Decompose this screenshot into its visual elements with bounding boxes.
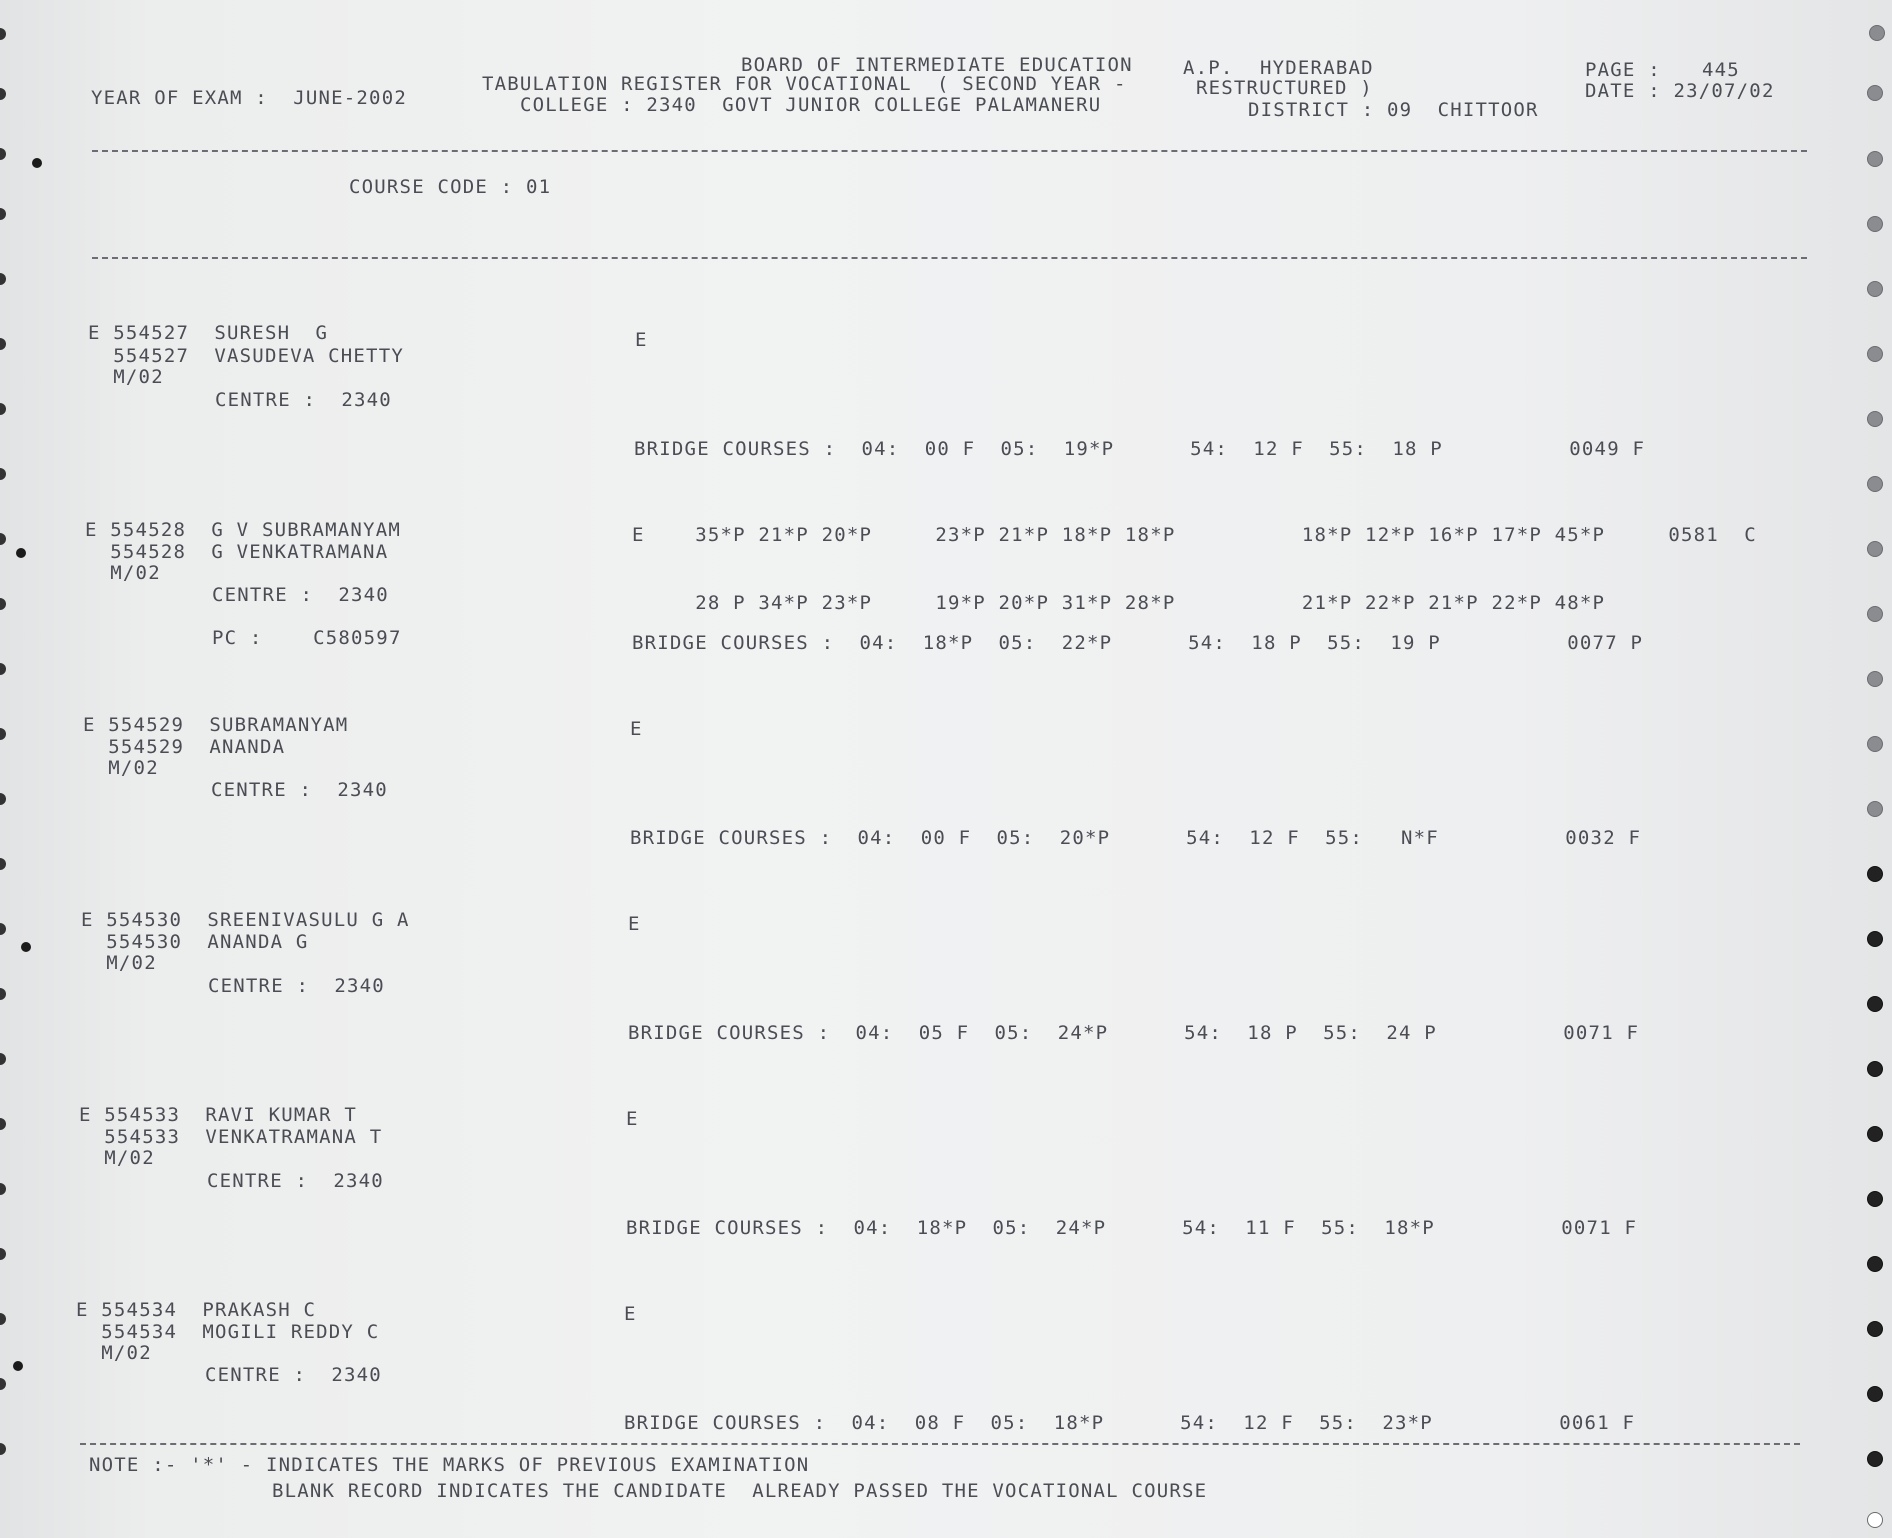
footer-divider (80, 1443, 1800, 1445)
district-label: DISTRICT : 09 CHITTOOR (1248, 99, 1539, 121)
state-label: A.P. (1183, 57, 1234, 79)
record-line-roll-name: E 554529 SUBRAMANYAM (83, 714, 349, 736)
record-marks: E (628, 913, 641, 935)
record-line-roll-name: E 554533 RAVI KUMAR T (79, 1104, 358, 1126)
page-label: PAGE : (1585, 59, 1661, 81)
record-line-medium: M/02 (83, 757, 159, 779)
punch-mark (13, 1361, 23, 1371)
record-bridge-courses: BRIDGE COURSES : 04: 05 F 05: 24*P 54: 18 P 55: 24 P 0071 F (628, 1022, 1640, 1044)
record-centre: CENTRE : 2340 (211, 779, 388, 801)
record-centre: CENTRE : 2340 (212, 584, 389, 606)
footer-note: NOTE :- '*' - INDICATES THE MARKS OF PREVIOUS EXAMINATION (89, 1454, 810, 1476)
record-line-father-name: 554530 ANANDA G (81, 931, 309, 953)
header-divider (92, 150, 1807, 152)
college-label: COLLEGE : 2340 GOVT JUNIOR COLLEGE PALAMANERU (520, 94, 1102, 116)
punch-mark (21, 942, 31, 952)
board-name: BOARD OF INTERMEDIATE EDUCATION (741, 54, 1133, 76)
record-line-medium: M/02 (76, 1342, 152, 1364)
record-line-father-name: 554527 VASUDEVA CHETTY (88, 345, 404, 367)
record-centre: CENTRE : 2340 (208, 975, 385, 997)
record-line-roll-name: E 554534 PRAKASH C (76, 1299, 317, 1321)
record-line-medium: M/02 (81, 952, 157, 974)
record-marks: E (630, 718, 643, 740)
record-bridge-courses: BRIDGE COURSES : 04: 18*P 05: 24*P 54: 11 F 55: 18*P 0071 F (626, 1217, 1638, 1239)
record-marks: E 35*P 21*P 20*P 23*P 21*P 18*P 18*P 18*P 12*P 16*P 17*P 45*P 0581 C (632, 524, 1757, 546)
restructured-label: RESTRUCTURED ) (1196, 77, 1373, 99)
record-line-roll-name: E 554527 SURESH G (88, 322, 329, 344)
record-marks: E (624, 1303, 637, 1325)
page-number: 445 (1702, 59, 1740, 81)
record-bridge-courses: BRIDGE COURSES : 04: 08 F 05: 18*P 54: 12 F 55: 23*P 0061 F (624, 1412, 1636, 1434)
footer-note-blank-record: BLANK RECORD INDICATES THE CANDIDATE ALREADY PASSED THE VOCATIONAL COURSE (272, 1480, 1208, 1502)
print-date: DATE : 23/07/02 (1585, 80, 1775, 102)
year-of-exam: YEAR OF EXAM : JUNE-2002 (91, 87, 407, 109)
record-line-father-name: 554533 VENKATRAMANA T (79, 1126, 383, 1148)
record-line-father-name: 554534 MOGILI REDDY C (76, 1321, 380, 1343)
record-centre: CENTRE : 2340 (207, 1170, 384, 1192)
record-line-roll-name: E 554530 SREENIVASULU G A (81, 909, 410, 931)
record-marks: E (635, 329, 648, 351)
punch-mark (16, 548, 26, 558)
record-line-father-name: 554529 ANANDA (83, 736, 286, 758)
record-marks-previous: 28 P 34*P 23*P 19*P 20*P 31*P 28*P 21*P 22*P 21*P 22*P 48*P (632, 592, 1606, 614)
record-bridge-courses: BRIDGE COURSES : 04: 00 F 05: 19*P 54: 12 F 55: 18 P 0049 F (634, 438, 1646, 460)
register-title: TABULATION REGISTER FOR VOCATIONAL ( SECOND YEAR - (482, 73, 1127, 95)
record-line-father-name: 554528 G VENKATRAMANA (85, 541, 389, 563)
punch-mark (32, 158, 42, 168)
record-line-medium: M/02 (79, 1147, 155, 1169)
record-line-roll-name: E 554528 G V SUBRAMANYAM (85, 519, 401, 541)
record-bridge-courses: BRIDGE COURSES : 04: 00 F 05: 20*P 54: 12 F 55: N*F 0032 F (630, 827, 1642, 849)
course-divider (92, 257, 1807, 259)
record-line-medium: M/02 (85, 562, 161, 584)
record-centre: CENTRE : 2340 (205, 1364, 382, 1386)
record-marks: E (626, 1108, 639, 1130)
record-line-medium: M/02 (88, 366, 164, 388)
city-label: HYDERABAD (1260, 57, 1374, 79)
course-code: COURSE CODE : 01 (349, 176, 552, 198)
record-bridge-courses: BRIDGE COURSES : 04: 18*P 05: 22*P 54: 18 P 55: 19 P 0077 P (632, 632, 1644, 654)
record-pc: PC : C580597 (212, 627, 402, 649)
record-centre: CENTRE : 2340 (215, 389, 392, 411)
